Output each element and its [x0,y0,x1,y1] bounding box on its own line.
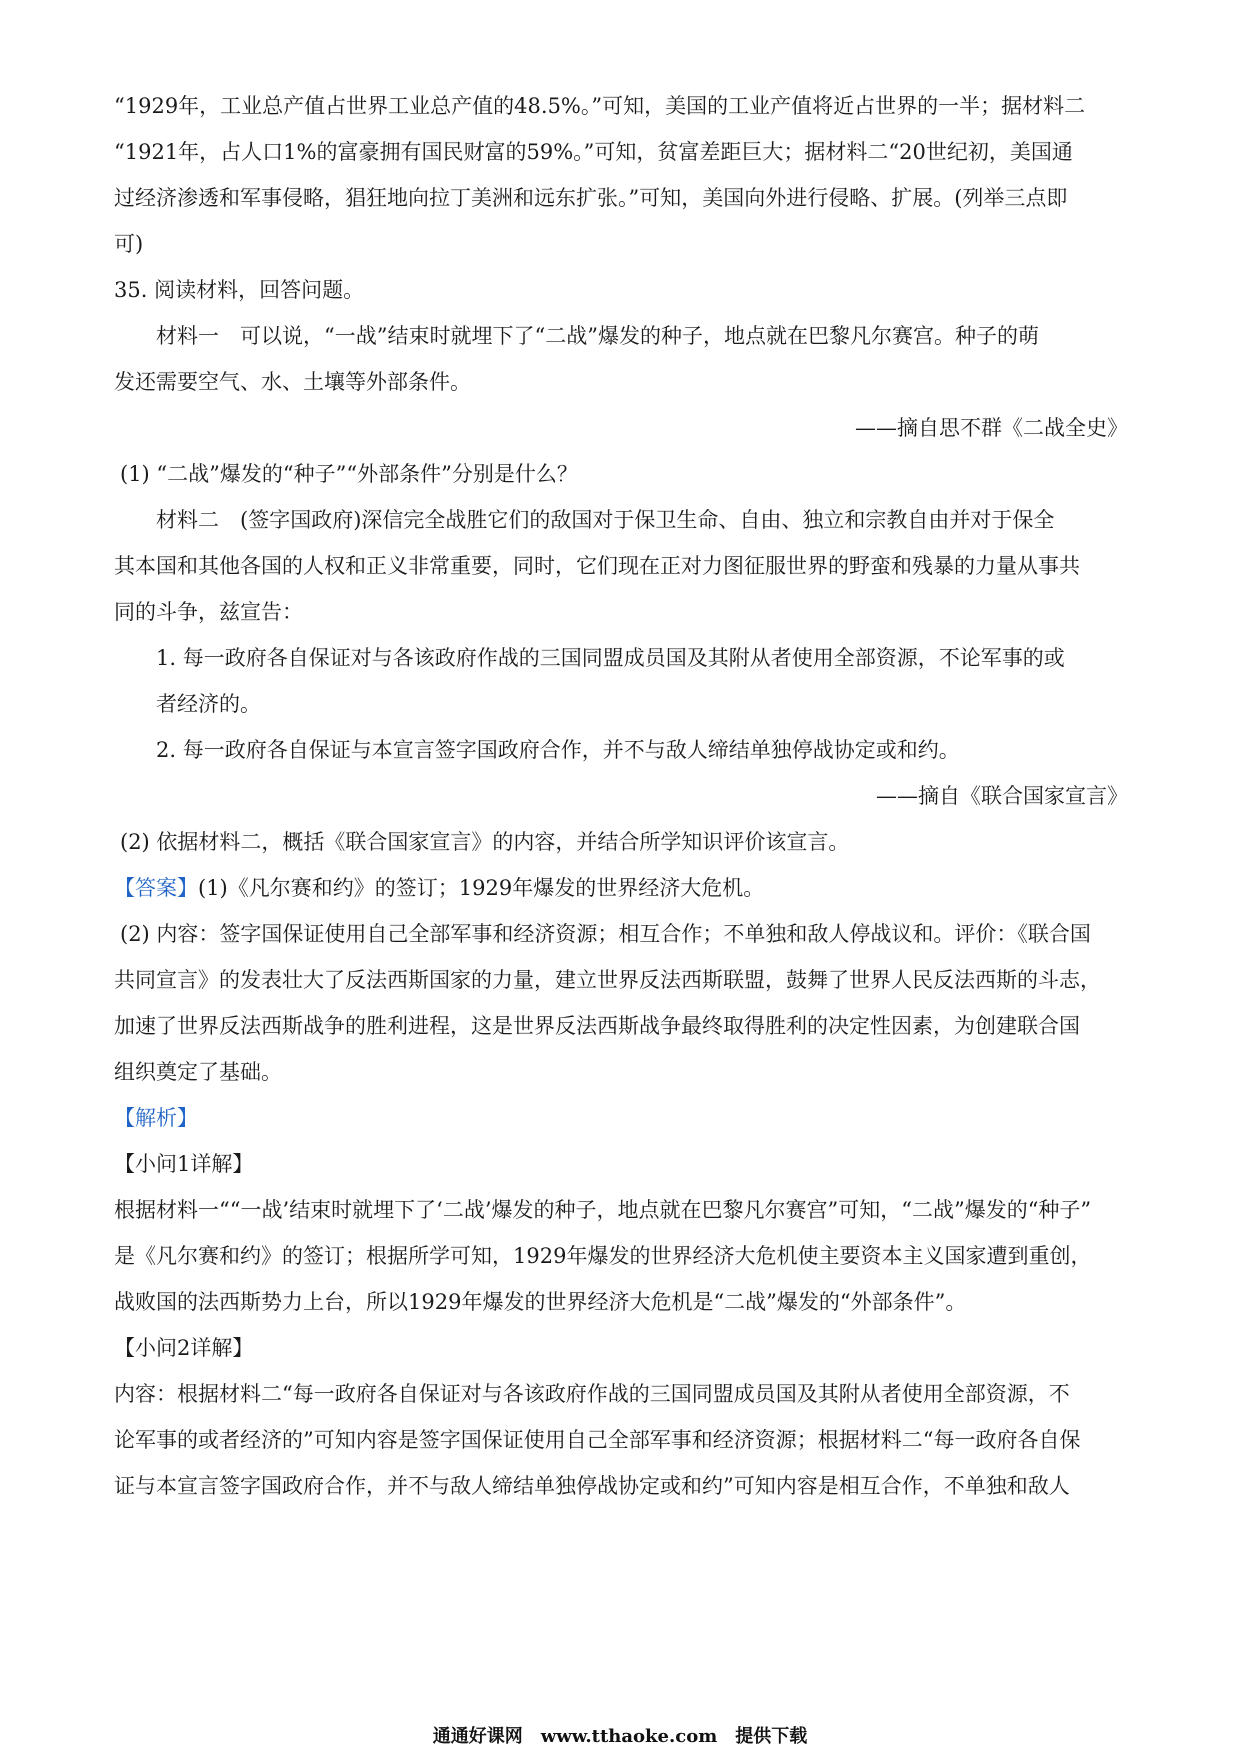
answer-line [114,874,1128,902]
material-two-source: ——摘自《联合国家宣言》 [876,784,1128,808]
text-line: “1921年，占人口1%的富豪拥有国民财富的59%。”可知，贫富差距巨大；据材料二“20世纪初，美国通 [114,140,1073,164]
analysis-text: 是《凡尔赛和约》的签订；根据所学可知，1929年爆发的世界经济大危机使主要资本主义国家遭到重创， [114,1244,1092,1268]
material-two-item: 2. 每一政府各自保证与本宣言签字国政府合作，并不与敌人缔结单独停战协定或和约。 [156,738,960,762]
material-two-text: 其本国和其他各国的人权和正义非常重要，同时，它们现在正对力图征服世界的野蛮和残暴的力量从事共 [114,554,1080,578]
analysis-text: 根据材料一““一战’结束时就埋下了‘二战’爆发的种子，地点就在巴黎凡尔赛宫”可知，“二战”爆发的“种子” [114,1198,1092,1222]
analysis-text: 证与本宣言签字国政府合作，并不与敌人缔结单独停战协定或和约”可知内容是相互合作，不单独和敌人 [114,1474,1070,1498]
text-line: 过经济渗透和军事侵略，猖狂地向拉丁美洲和远东扩张。”可知，美国向外进行侵略、扩展。(列举三点即 [114,186,1068,210]
text-line: “1929年，工业总产值占世界工业总产值的48.5%。”可知，美国的工业产值将近占世界的一半；据材料二 [114,94,1086,118]
material-one-source: ——摘自思不群《二战全史》 [855,416,1128,440]
analysis-tag: 【解析】 [114,1106,198,1130]
analysis-text: 内容：根据材料二“每一政府各自保证对与各该政府作战的三国同盟成员国及其附从者使用全部资源，不 [114,1382,1070,1406]
answer-one: (1)《凡尔赛和约》的签订；1929年爆发的世界经济大危机。 [198,876,765,900]
text-line: 可) [114,232,144,256]
analysis-text: 战败国的法西斯势力上台，所以1929年爆发的世界经济大危机是“二战”爆发的“外部条件”。 [114,1290,967,1314]
material-one-text: 发还需要空气、水、土壤等外部条件。 [114,370,471,394]
sub-question-heading: 【小问1详解】 [114,1152,254,1176]
answer-tag: 【答案】 [114,876,198,900]
material-two-item: 1. 每一政府各自保证对与各该政府作战的三国同盟成员国及其附从者使用全部资源，不论军事的或 [156,646,1065,670]
material-two-item: 者经济的。 [156,692,261,716]
analysis-text: 论军事的或者经济的”可知内容是签字国保证使用自己全部军事和经济资源；根据材料二“每一政府各自保 [114,1428,1081,1452]
question-heading: 35. 阅读材料，回答问题。 [114,278,365,302]
answer-two: (2) 内容：签字国保证使用自己全部军事和经济资源；相互合作；不单独和敌人停战议和。评价：《联合国 [120,922,1091,946]
answer-two: 共同宣言》的发表壮大了反法西斯国家的力量，建立世界反法西斯联盟，鼓舞了世界人民反法西斯的斗志， [114,968,1101,992]
material-two-text: 材料二 (签字国政府)深信完全战胜它们的敌国对于保卫生命、自由、独立和宗教自由并对于保全 [156,508,1055,532]
question-one: (1) “二战”爆发的“种子”“外部条件”分别是什么？ [120,462,578,486]
material-two-text: 同的斗争，兹宣告： [114,600,303,624]
sub-question-heading: 【小问2详解】 [114,1336,254,1360]
answer-two: 加速了世界反法西斯战争的胜利进程，这是世界反法西斯战争最终取得胜利的决定性因素，为创建联合国 [114,1014,1080,1038]
answer-two: 组织奠定了基础。 [114,1060,282,1084]
question-two: (2) 依据材料二，概括《联合国家宣言》的内容，并结合所学知识评价该宣言。 [120,830,850,854]
page-footer: 通通好课网 www.tthaoke.com 提供下载 [432,1726,808,1747]
material-one-text: 材料一 可以说，“一战”结束时就埋下了“二战”爆发的种子，地点就在巴黎凡尔赛宫。种子的萌 [156,324,1039,348]
